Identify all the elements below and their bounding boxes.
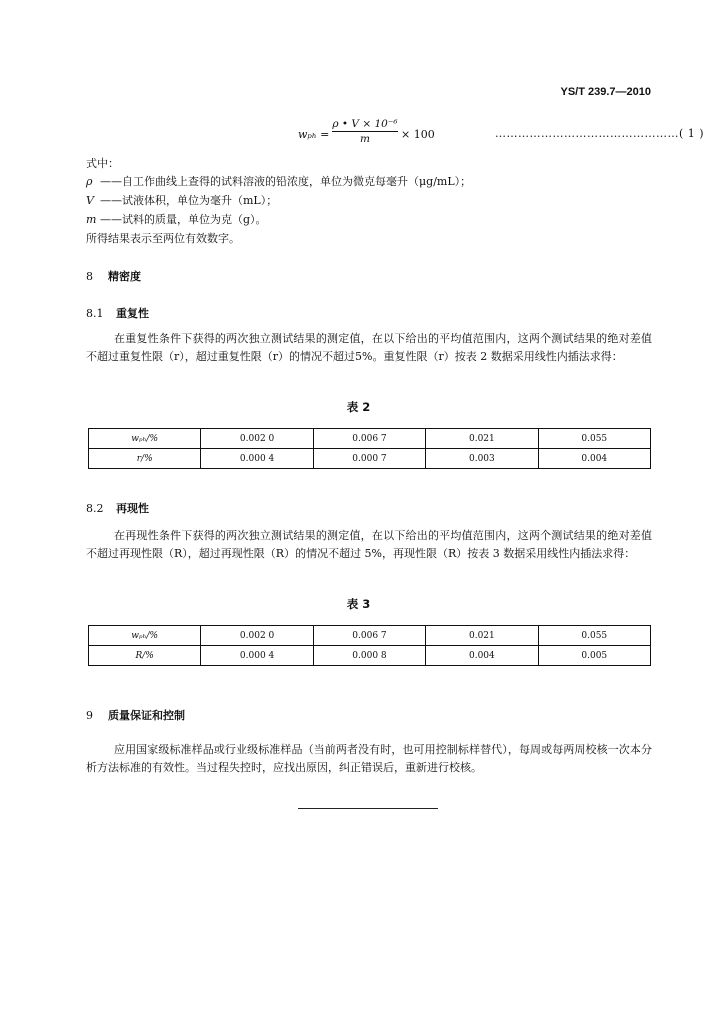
standard-number: YS/T 239.7—2010 [560, 86, 651, 98]
table-cell: 0.055 [538, 626, 650, 646]
variable-symbol: V [86, 194, 94, 207]
formula-numerator: ρ • V × 10⁻⁶ [332, 118, 398, 130]
formula-fraction [332, 118, 398, 145]
table-cell: 0.000 8 [313, 646, 425, 666]
row-label: wₚₕ/% [89, 626, 201, 646]
end-rule [298, 808, 438, 809]
variable-description: ——自工作曲线上查得的试料溶液的铅浓度，单位为微克每毫升（μg/mL）； [100, 175, 472, 188]
table-cell: 0.004 [426, 646, 538, 666]
row-label: r/% [89, 449, 201, 469]
table-3 [88, 625, 651, 666]
variable-m [86, 211, 267, 227]
table-cell: 0.005 [538, 646, 650, 666]
table-cell: 0.021 [426, 429, 538, 449]
table-cell: 0.004 [538, 449, 650, 469]
where-intro: 式中： [86, 157, 119, 170]
table-cell: 0.003 [426, 449, 538, 469]
table-row [89, 646, 651, 666]
section-8-heading [86, 268, 141, 284]
section-number: 8.2 [86, 502, 104, 515]
section-8-2-text: 在再现性条件下获得的两次独立测试结果的测定值，在以下给出的平均值范围内，这两个测试结果的绝对差值不超过再现性限（R），超过再现性限（R）的情况不超过 5%，再现性限（R）按表 3 数据采用线性内插法求得： [86, 529, 652, 560]
variable-description: ——试料的质量，单位为克（g）。 [100, 213, 267, 226]
row-label: wₚₕ/% [89, 429, 201, 449]
table-cell: 0.000 4 [201, 646, 313, 666]
section-8-1-heading [86, 305, 149, 321]
section-title: 再现性 [116, 502, 149, 515]
section-8-1-text: 在重复性条件下获得的两次独立测试结果的测定值，在以下给出的平均值范围内，这两个测试结果的绝对差值不超过重复性限（r），超过重复性限（r）的情况不超过5%。重复性限（r）按表 2 数据采用线性内插法求得： [86, 332, 652, 363]
table-cell: 0.002 0 [201, 429, 313, 449]
section-title: 重复性 [116, 307, 149, 320]
variable-symbol: m [86, 213, 97, 226]
table-cell: 0.000 4 [201, 449, 313, 469]
section-number: 9 [86, 709, 93, 722]
variable-symbol: ρ [86, 175, 93, 188]
table-cell: 0.055 [538, 429, 650, 449]
section-number: 8 [86, 270, 93, 283]
table-cell: 0.000 7 [313, 449, 425, 469]
formula-lhs: wₚₕ = [298, 128, 330, 141]
table-2-caption: 表 2 [346, 400, 371, 414]
formula-rhs: × 100 [401, 128, 435, 141]
variable-v [86, 192, 277, 208]
table-3-caption: 表 3 [346, 597, 371, 611]
variable-rho [86, 173, 471, 189]
variable-description: ——试液体积，单位为毫升（mL）； [100, 194, 278, 207]
section-number: 8.1 [86, 307, 104, 320]
table-row [89, 626, 651, 646]
table-cell: 0.006 7 [313, 626, 425, 646]
table-2 [88, 428, 651, 469]
section-title: 精密度 [108, 270, 141, 283]
table-row [89, 429, 651, 449]
section-8-2-heading [86, 500, 149, 516]
section-9-text: 应用国家级标准样品或行业级标准样品（当前两者没有时，也可用控制标样替代），每周或每两周校核一次本分析方法标准的有效性。当过程失控时，应找出原因，纠正错误后，重新进行校核。 [86, 743, 652, 774]
result-note: 所得结果表示至两位有效数字。 [86, 232, 240, 245]
table-cell: 0.002 0 [201, 626, 313, 646]
table-cell: 0.021 [426, 626, 538, 646]
table-row [89, 449, 651, 469]
section-title: 质量保证和控制 [108, 709, 185, 722]
formula-number: …………………………………………( 1 ) [495, 127, 705, 140]
formula-denominator: m [360, 133, 370, 145]
table-cell: 0.006 7 [313, 429, 425, 449]
section-9-heading [86, 707, 185, 723]
row-label: R/% [89, 646, 201, 666]
